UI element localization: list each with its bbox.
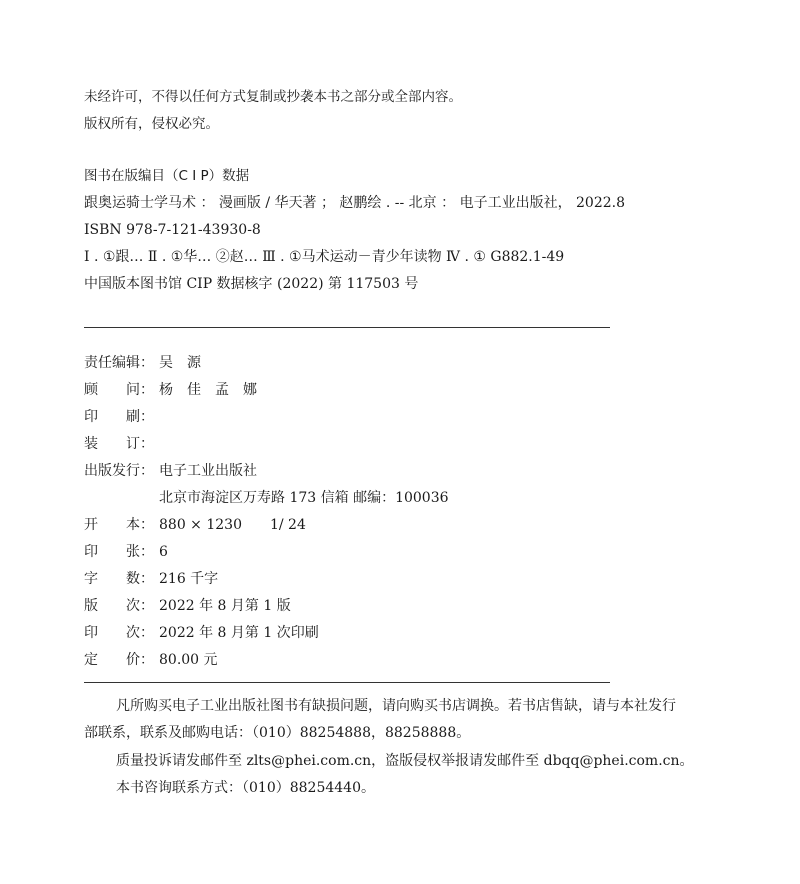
detail-value: 杨 佳 孟 娜 [159,382,257,398]
cip-classification-line: Ⅰ . ①跟… Ⅱ . ①华… ②赵… Ⅲ . ①马术运动－青少年读物 Ⅳ . ① G882.1-49 [84,249,565,265]
detail-row-format [84,516,306,534]
divider-top [84,327,610,328]
detail-row-address [84,489,449,507]
cip-core-number-line: 中国版本图书馆 CIP 数据核字 (2022) 第 117503 号 [84,276,419,292]
detail-label: 定 价： [84,652,154,668]
detail-row-publisher [84,462,257,480]
detail-value: 北京市海淀区万寿路 173 信箱 邮编：100036 [159,490,449,506]
detail-label: 开 本： [84,517,154,533]
detail-value: 2022 年 8 月第 1 版 [159,598,291,614]
detail-value: 2022 年 8 月第 1 次印刷 [159,625,319,641]
detail-row-sheets [84,543,168,561]
detail-value: 6 [159,544,168,560]
detail-row-editor [84,354,201,372]
detail-row-binding [84,435,159,453]
detail-row-price [84,651,218,669]
copyright-notice: 未经许可，不得以任何方式复制或抄袭本书之部分或全部内容。 [84,89,462,105]
detail-row-printing [84,408,159,426]
detail-value: 80.00 元 [159,652,218,668]
detail-label: 印 次： [84,625,154,641]
detail-value: 电子工业出版社 [159,463,257,479]
cip-title-line: 跟奥运骑士学马术 ： 漫画版 / 华天著 ； 赵鹏绘 . -- 北京 ： 电子工业出版社， 2022.8 [84,195,626,211]
detail-label: 责任编辑： [84,355,154,371]
detail-value: 880 × 1230 1/ 24 [159,517,306,533]
detail-label: 装 订： [84,436,154,452]
divider-bottom [84,682,610,683]
detail-value: 吴 源 [159,355,201,371]
footer-defect-notice: 凡所购买电子工业出版社图书有缺损问题，请向购买书店调换。若书店售缺，请与本社发行部联系，联系及邮购电话：（010）88254888，88258888。 [84,698,676,741]
detail-label: 印 刷： [84,409,154,425]
detail-row-edition [84,597,291,615]
cip-isbn-line: ISBN 978-7-121-43930-8 [84,222,261,238]
detail-value: 216 千字 [159,571,219,587]
detail-label: 字 数： [84,571,154,587]
detail-label: 版 次： [84,598,154,614]
detail-row-wordcount [84,570,218,588]
detail-label: 顾 问： [84,382,154,398]
footer-complaint-email: 质量投诉请发邮件至 zlts@phei.com.cn，盗版侵权举报请发邮件至 dbqq@phei.com.cn。 [116,753,694,769]
rights-reserved-notice: 版权所有，侵权必究。 [84,116,219,132]
detail-row-impression [84,624,319,642]
detail-label: 印 张： [84,544,154,560]
footer-contact-phone: 本书咨询联系方式：（010）88254440。 [116,780,375,796]
detail-row-advisor [84,381,257,399]
cip-heading: 图书在版编目（C I P）数据 [84,168,250,184]
detail-label: 出版发行： [84,463,154,479]
